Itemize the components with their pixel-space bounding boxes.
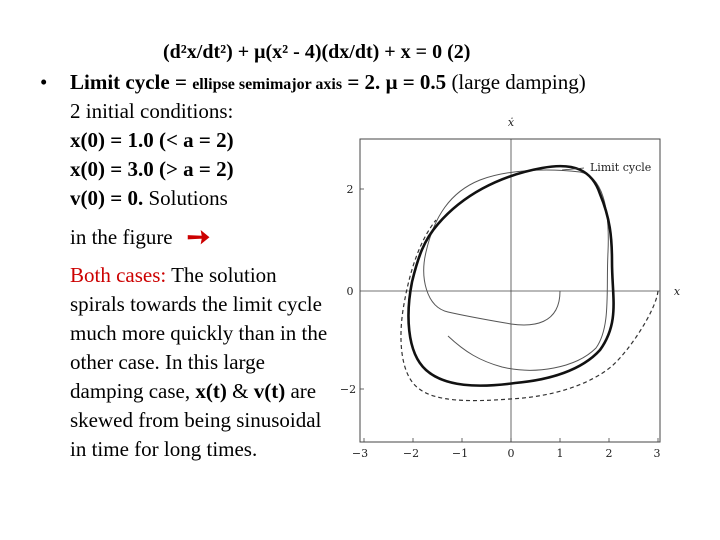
explanation-paragraph — [70, 261, 332, 464]
semimajor-label: ellipse semimajor axis — [192, 76, 343, 93]
figure-reference — [70, 222, 211, 253]
initial-velocity — [70, 186, 228, 210]
semimajor-value: = 2. — [347, 70, 381, 94]
both-cases-lead: Both cases: — [70, 263, 167, 287]
inner-spiral-curve — [424, 170, 608, 370]
equation: (d²x/dt²) + μ(x² - 4)(dx/dt) + x = 0 (2) — [163, 41, 471, 63]
arrow-right-icon: ➙ — [186, 222, 211, 253]
y-tick-label: 0 — [346, 285, 354, 298]
phase-portrait-figure — [330, 112, 700, 464]
x-tick-label: 3 — [653, 447, 661, 460]
x-tick-label: 1 — [556, 447, 564, 460]
figure-reference-text: in the figure — [70, 225, 173, 249]
bullet-marker: • — [40, 70, 48, 94]
y-axis-label: ẋ — [507, 116, 515, 129]
x-tick-label: 0 — [507, 447, 515, 460]
outer-spiral-dashed-curve — [401, 220, 658, 401]
explanation-text-1: The solution spirals towards the limit cycle much more quickly than in the other case. In this large damping case, — [70, 263, 328, 403]
initial-conditions-heading: 2 initial conditions: — [70, 99, 234, 123]
damping-note: (large damping) — [451, 70, 586, 94]
xt-term: x(t) — [195, 379, 227, 403]
ampersand: & — [232, 379, 249, 403]
y-tick-label: 2 — [346, 183, 354, 196]
x-axis-label: x — [673, 285, 681, 298]
x-tick-label: −1 — [451, 447, 469, 460]
vt-term: v(t) — [253, 379, 286, 403]
initial-velocity-value: v(0) = 0. — [70, 186, 144, 210]
y-tick-label: −2 — [339, 383, 357, 396]
initial-condition-1: x(0) = 1.0 (< a = 2) — [70, 128, 234, 152]
explanation-text-2: are skewed from being sinusoidal in time for long times. — [70, 379, 322, 461]
limit-cycle-annotation: Limit cycle — [590, 161, 652, 174]
plot-frame — [360, 139, 660, 442]
solutions-word: Solutions — [148, 186, 228, 210]
initial-condition-2: x(0) = 3.0 (> a = 2) — [70, 157, 234, 181]
bullet-limit-cycle — [40, 70, 586, 97]
x-tick-label: −3 — [351, 447, 369, 460]
limit-cycle-label: Limit cycle = — [70, 70, 187, 94]
x-tick-label: 2 — [605, 447, 613, 460]
mu-value: μ = 0.5 — [385, 70, 447, 94]
x-tick-label: −2 — [402, 447, 420, 460]
